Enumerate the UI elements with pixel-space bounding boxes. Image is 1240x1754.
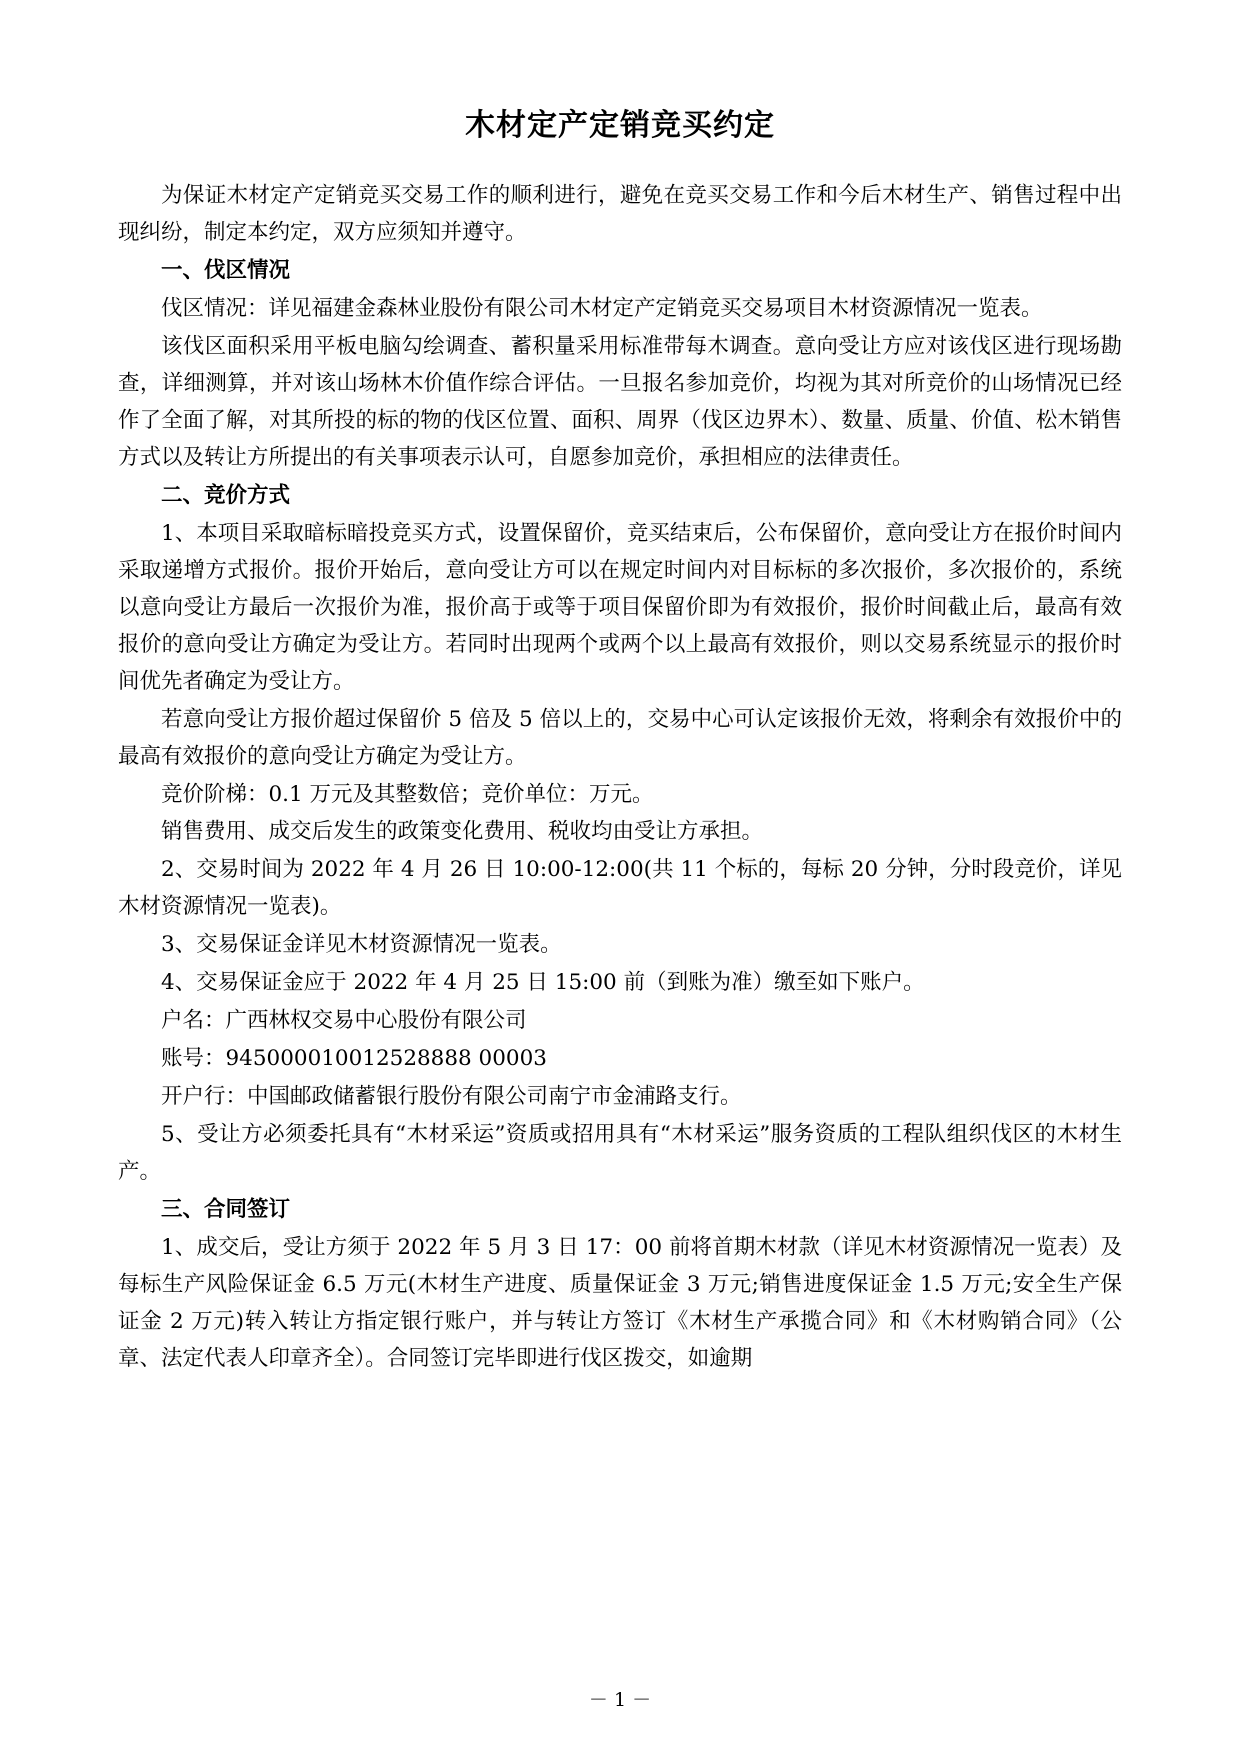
paragraph-bidding-rules: 1、本项目采取暗标暗投竞买方式，设置保留价，竞买结束后，公布保留价，意向受让方在报价时间内采取递增方式报价。报价开始后，意向受让方可以在规定时间内对目标标的多次报价，多次报价的，系统以意向受让方最后一次报价为准，报价高于或等于项目保留价即为有效报价，报价时间截止后，最高有效报价的意向受让方确定为受让方。若同时出现两个或两个以上最高有效报价，则以交易系统显示的报价时间优先者确定为受让方。 [118, 520, 1122, 694]
paragraph-deposit-deadline: 4、交易保证金应于 2022 年 4 月 25 日 15:00 前（到账为准）缴至如下账户。 [161, 970, 925, 996]
page-title: 木材定产定销竞买约定 [465, 108, 775, 143]
paragraph-cutting-area-ref: 伐区情况：详见福建金森林业股份有限公司木材定产定销竞买交易项目木材资源情况一览表。 [161, 295, 1043, 321]
paragraph-contract-signing: 1、成交后，受让方须于 2022 年 5 月 3 日 17：00 前将首期木材款（详见木材资源情况一览表）及每标生产风险保证金 6.5 万元(木材生产进度、质量保证金 3 万元;销售进度保证金 1.5 万元;安全生产保证金 2 万元)转入转让方指定银行账户，并与转让方签订《木材生产承揽合同》和《木材购销合同》（公章、法定代表人印章齐全）。合同签订完毕即进行伐区拨交，如逾期 [118, 1235, 1122, 1372]
paragraph-qualification: 5、受让方必须委托具有“木材采运”资质或招用具有“木材采运”服务资质的工程队组织伐区的木材生产。 [118, 1122, 1122, 1185]
paragraph-fees: 销售费用、成交后发生的政策变化费用、税收均由受让方承担。 [161, 819, 764, 845]
section-heading-3: 三、合同签订 [161, 1197, 291, 1223]
paragraph-account-name: 户名：广西林权交易中心股份有限公司 [161, 1008, 527, 1034]
paragraph-trade-time: 2、交易时间为 2022 年 4 月 26 日 10:00-12:00(共 11 个标的，每标 20 分钟，分时段竞价，详见木材资源情况一览表)。 [118, 857, 1122, 920]
paragraph-deposit-ref: 3、交易保证金详见木材资源情况一览表。 [161, 932, 562, 958]
paragraph-account-number: 账号：945000010012528888 00003 [161, 1046, 547, 1072]
section-heading-2: 二、竞价方式 [161, 482, 291, 508]
section-heading-1: 一、伐区情况 [161, 257, 291, 283]
paragraph-bid-step: 竞价阶梯：0.1 万元及其整数倍；竞价单位：万元。 [161, 781, 654, 807]
paragraph-account-bank: 开户行：中国邮政储蓄银行股份有限公司南宁市金浦路支行。 [161, 1084, 742, 1110]
paragraph-bid-cap: 若意向受让方报价超过保留价 5 倍及 5 倍以上的，交易中心可认定该报价无效，将剩余有效报价中的最高有效报价的意向受让方确定为受让方。 [118, 706, 1122, 769]
document-body [118, 178, 1122, 1378]
paragraph-survey-method: 该伐区面积采用平板电脑勾绘调查、蓄积量采用标准带每木调查。意向受让方应对该伐区进行现场勘查，详细测算，并对该山场林木价值作综合评估。一旦报名参加竞价，均视为其对所竞价的山场情况已经作了全面了解，对其所投的标的物的伐区位置、面积、周界（伐区边界木）、数量、质量、价值、松木销售方式以及转让方所提出的有关事项表示认可，自愿参加竞价，承担相应的法律责任。 [118, 333, 1122, 470]
paragraph-intro: 为保证木材定产定销竞买交易工作的顺利进行，避免在竞买交易工作和今后木材生产、销售过程中出现纠纷，制定本约定，双方应须知并遵守。 [118, 183, 1122, 245]
page-footer-number: － 1 － [588, 1689, 652, 1711]
